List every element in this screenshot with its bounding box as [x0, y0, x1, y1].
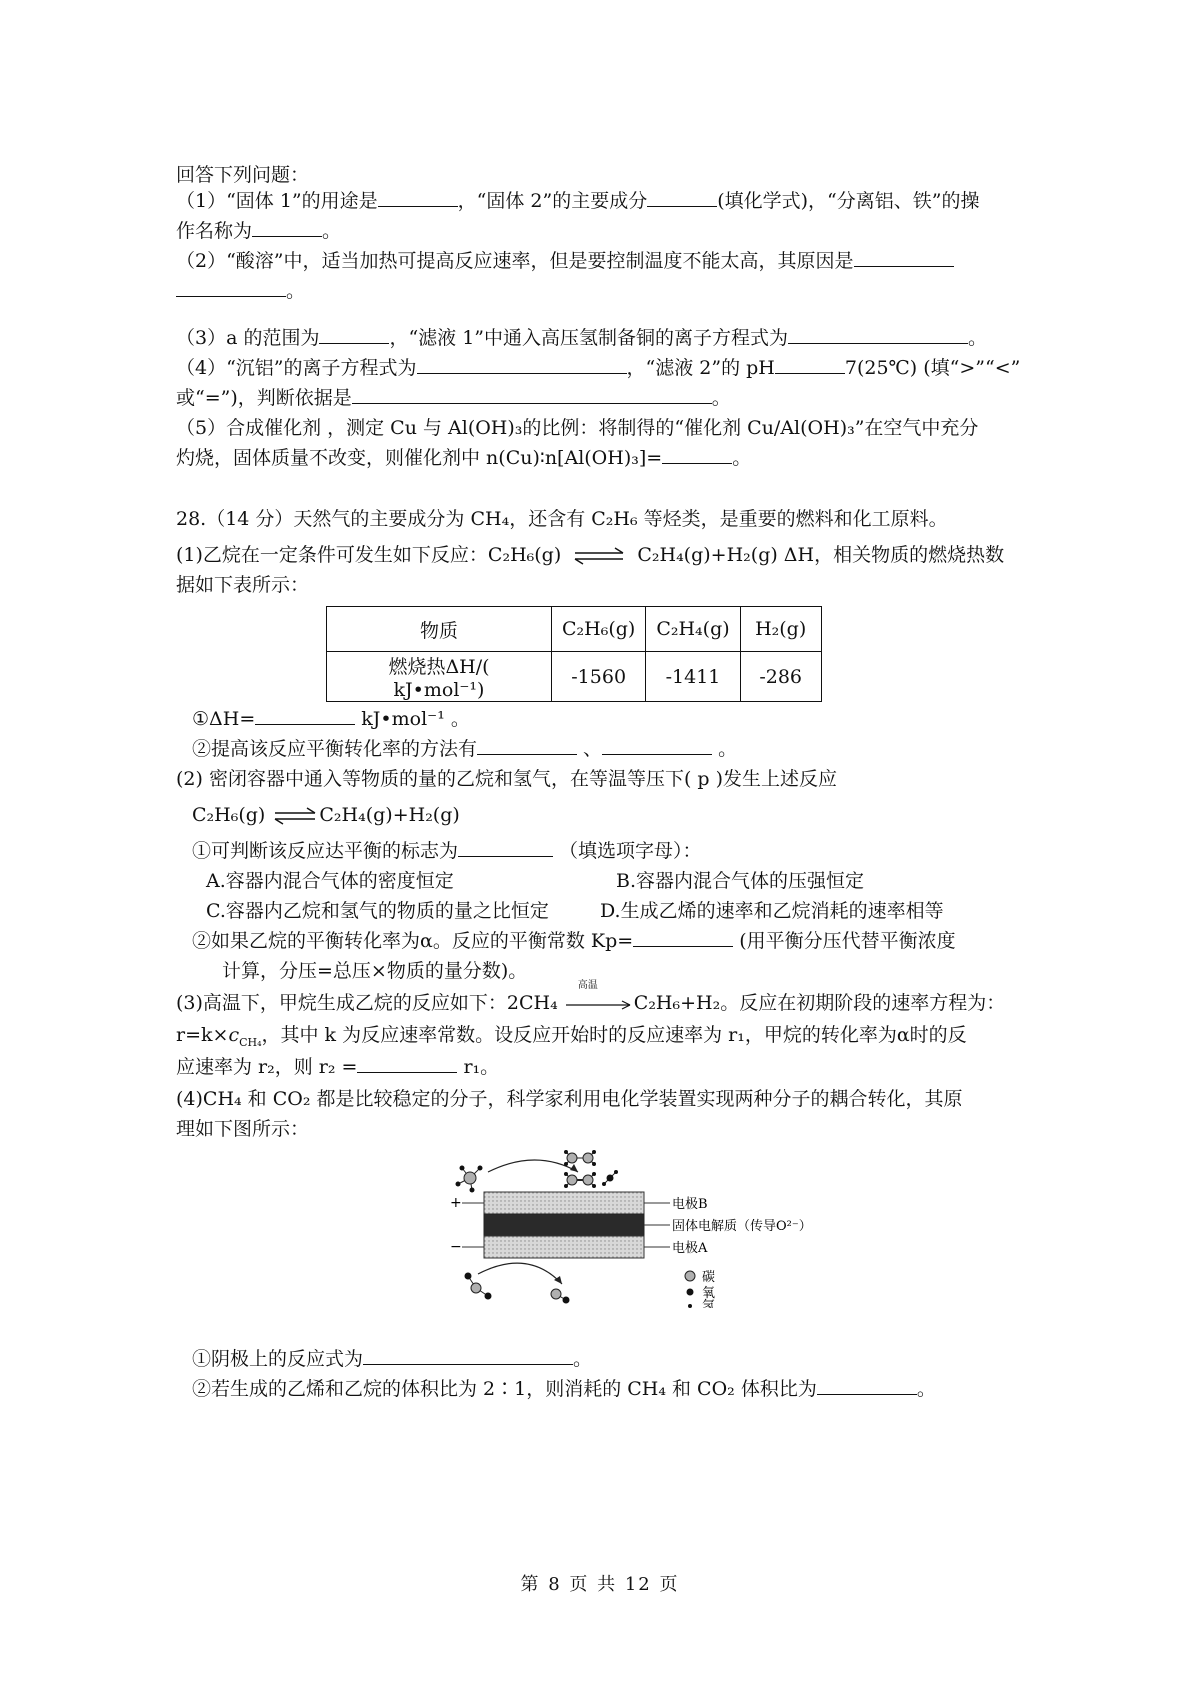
table-header-cell: 物质: [327, 607, 552, 652]
s2-q1-text-b: （填选项字母）：: [553, 840, 702, 862]
equilibrium-arrow-icon: [567, 546, 631, 566]
answer-blank[interactable]: [854, 248, 954, 267]
s3-text-e: 应速率为 r₂，则 r₂ =: [176, 1056, 358, 1078]
s2-eq-right: C₂H₄(g)+H₂(g): [319, 804, 460, 826]
p28-s4-line-2: [176, 1114, 1040, 1144]
p28-header-text: 28.（14 分）天然气的主要成分为 CH₄，还含有 C₂H₆ 等烃类，是重要的燃料和化工原料。: [176, 508, 948, 530]
q4-text-b: ，“滤液 2”的 pH: [626, 357, 775, 379]
electrochemical-cell-figure: [448, 1148, 808, 1308]
s1-text-c: 据如下表所示：: [176, 574, 310, 596]
s3-text-a: (3)高温下，甲烷生成乙烷的反应如下：2CH₄: [176, 992, 558, 1014]
s4-text-b: 理如下图所示：: [176, 1118, 310, 1140]
reaction-condition: 高温: [577, 980, 598, 991]
option-d[interactable]: D.生成乙烯的速率和乙烷消耗的速率相等: [600, 900, 944, 922]
curved-arrow-icon: [488, 1160, 578, 1172]
s2-eq-left: C₂H₆(g): [192, 804, 266, 826]
co-molecule-icon: [551, 1289, 570, 1304]
arrow-right-icon: [564, 996, 634, 1010]
q5-text-b: 灼烧，固体质量不改变，则催化剂中 n(Cu)∶n[Al(OH)₃]=: [176, 447, 663, 469]
p28-s2-line-1: [176, 764, 1040, 794]
answer-blank[interactable]: [817, 1376, 917, 1395]
q4-line-2: [176, 383, 1040, 413]
s2-q2-line-2: [222, 956, 1040, 986]
concentration-subscript: CH₄: [239, 1035, 262, 1049]
q1-text-e: 。: [322, 220, 342, 242]
s4-q1-line: [192, 1344, 1040, 1374]
equilibrium-arrow-icon: [271, 806, 319, 826]
q1-text-c: (填化学式)，“分离铝、铁”的操: [717, 190, 980, 212]
s2-q1-line: [192, 836, 1040, 866]
q5-line-1: [176, 413, 1040, 443]
hydrogen-legend-icon: [688, 1304, 692, 1308]
s1-q1-text-b: kJ•mol⁻¹ 。: [355, 708, 470, 730]
s3-text-c: r=k×: [176, 1024, 229, 1046]
s1-q2-text-a: ②提高该反应平衡转化率的方法有: [192, 738, 478, 760]
q2-text-a: （2）“酸溶”中，适当加热可提高反应速率，但是要控制温度不能太高，其原因是: [176, 250, 854, 272]
s4-text-a: (4)CH₄ 和 CO₂ 都是比较稳定的分子，科学家利用电化学装置实现两种分子的耦合转化，其原: [176, 1088, 963, 1110]
s4-q2-line: [192, 1374, 1040, 1404]
s1-q1-line: [192, 704, 1040, 734]
curved-arrow-icon: [478, 1263, 562, 1284]
combustion-heat-table: [326, 606, 822, 702]
p28-s3-line-3: [176, 1052, 1040, 1082]
answer-blank[interactable]: [647, 188, 717, 207]
ethane-molecule-icon: [564, 1150, 596, 1166]
table-cell: -1411: [646, 652, 740, 702]
s2-q2-line-1: [192, 926, 1040, 956]
option-b[interactable]: B.容器内混合气体的压强恒定: [616, 870, 865, 892]
p28-s4-line-1: [176, 1084, 1040, 1114]
answer-blank[interactable]: [319, 325, 389, 344]
s1-q1-text-a: ①ΔH=: [192, 708, 256, 730]
q1-line-2: [176, 216, 1040, 246]
high-temp-arrow: [564, 980, 634, 1019]
q4-text-e: 。: [711, 387, 731, 409]
table-row-label: 燃烧热ΔH/( kJ•mol⁻¹): [327, 652, 552, 702]
table-header-cell: H₂(g): [740, 607, 821, 652]
answer-blank[interactable]: [357, 1054, 457, 1073]
methane-molecule-icon: [456, 1166, 483, 1193]
answer-blank[interactable]: [417, 355, 627, 374]
q4-text-c: 7(25℃) (填“>”“<”: [844, 357, 1021, 379]
s4-q1-text-b: 。: [573, 1348, 593, 1370]
solid-electrolyte: [484, 1214, 644, 1236]
q3-text-c: 。: [968, 327, 988, 349]
carbon-legend-icon: [685, 1271, 695, 1281]
answer-blank[interactable]: [363, 1346, 573, 1365]
answer-blank[interactable]: [477, 736, 577, 755]
q5-text-a: （5）合成催化剂 ，测定 Cu 与 Al(OH)₃的比例：将制得的“催化剂 Cu/Al(OH)₃”在空气中充分: [176, 417, 979, 439]
q1-line-1: [176, 186, 1040, 216]
answer-blank[interactable]: [662, 445, 732, 464]
s2-q2-text-c: 计算，分压=总压×物质的量分数)。: [222, 960, 528, 982]
table-row: [327, 652, 822, 702]
p28-s1-line-2: [176, 570, 1040, 600]
answer-blank[interactable]: [252, 218, 322, 237]
p28-s2-eq-line: [192, 800, 1040, 830]
answer-blank[interactable]: [176, 278, 286, 297]
q4-line-1: [176, 353, 1040, 383]
minus-sign: −: [450, 1239, 462, 1255]
s2-text-a: (2) 密闭容器中通入等物质的量的乙烷和氢气，在等温等压下( p )发生上述反应: [176, 768, 838, 790]
s2-q1-text-a: ①可判断该反应达平衡的标志为: [192, 840, 459, 862]
label-electrode-b: 电极B: [672, 1197, 708, 1212]
answer-blank[interactable]: [602, 736, 712, 755]
co2-molecule-icon: [465, 1273, 492, 1300]
s1-q2-text-c: 。: [712, 738, 738, 760]
s1-text-b: C₂H₄(g)+H₂(g) ΔH，相关物质的燃烧热数: [637, 544, 1005, 566]
s4-q2-text-b: 。: [916, 1378, 936, 1400]
s2-q2-text-a: ②如果乙烷的平衡转化率为α。反应的平衡常数 Kp=: [192, 930, 634, 952]
s4-q2-text-a: ②若生成的乙烯和乙烷的体积比为 2∶1，则消耗的 CH₄ 和 CO₂ 体积比为: [192, 1378, 817, 1400]
q1-text-d: 作名称为: [176, 220, 253, 242]
s1-q2-text-b: 、: [577, 738, 603, 760]
s1-q2-line: [192, 734, 1040, 764]
answer-blank[interactable]: [378, 188, 458, 207]
answer-blank[interactable]: [352, 385, 712, 404]
intro-text: 回答下列问题：: [176, 164, 310, 186]
page-footer: 第 8 页 共 12 页: [520, 1574, 680, 1595]
oxygen-legend-icon: [687, 1289, 694, 1296]
table-header-cell: C₂H₄(g): [646, 607, 740, 652]
electrode-a: [484, 1236, 644, 1258]
s1-text-a: (1)乙烷在一定条件可发生如下反应：C₂H₆(g): [176, 544, 562, 566]
label-electrode-a: 电极A: [672, 1241, 708, 1256]
answer-blank[interactable]: [788, 325, 968, 344]
s4-q1-text-a: ①阴极上的反应式为: [192, 1348, 364, 1370]
q4-text-d: 或“=”)，判断依据是: [176, 387, 352, 409]
q2-line-1: [176, 246, 1040, 276]
q5-text-c: 。: [732, 447, 752, 469]
p28-header: [176, 504, 1040, 534]
electrochemical-diagram: [448, 1148, 808, 1312]
p28-s3-line-1: [176, 980, 1040, 1019]
q1-text-b: ，“固体 2”的主要成分: [457, 190, 648, 212]
s2-q2-text-b: (用平衡分压代替平衡浓度: [733, 930, 956, 952]
plus-sign: +: [450, 1195, 462, 1211]
water-molecule-icon: [602, 1170, 618, 1186]
table-header-row: [327, 607, 822, 652]
q5-line-2: [176, 443, 1040, 473]
q2-line-2: [176, 276, 1040, 306]
s3-text-b: C₂H₆+H₂。反应在初期阶段的速率方程为：: [633, 992, 1006, 1014]
q3-text-a: （3）a 的范围为: [176, 327, 320, 349]
table-header-cell: C₂H₆(g): [552, 607, 646, 652]
label-electrolyte: 固体电解质（传导O²⁻）: [672, 1219, 808, 1234]
options-row-2: [206, 896, 1040, 926]
answer-blank[interactable]: [458, 838, 553, 857]
s3-text-d: ，其中 k 为反应速率常数。设反应开始时的反应速率为 r₁，甲烷的转化率为α时的反: [261, 1024, 967, 1046]
s3-text-f: r₁。: [457, 1056, 500, 1078]
legend-oxygen: 氧: [702, 1286, 716, 1301]
answer-blank[interactable]: [255, 706, 355, 725]
option-c[interactable]: C.容器内乙烷和氢气的物质的量之比恒定: [206, 900, 549, 922]
table-cell: -1560: [552, 652, 646, 702]
concentration-symbol: c: [228, 1024, 240, 1046]
table-cell: -286: [740, 652, 821, 702]
q3-line: [176, 323, 1040, 353]
q3-text-b: ，“滤液 1”中通入高压氢制备铜的离子方程式为: [389, 327, 789, 349]
option-a[interactable]: A.容器内混合气体的密度恒定: [206, 870, 454, 892]
electrode-b: [484, 1192, 644, 1214]
legend-hydrogen: 氢: [702, 1299, 716, 1308]
q4-text-a: （4）“沉铝”的离子方程式为: [176, 357, 417, 379]
p28-s1-line-1: [176, 540, 1040, 570]
q2-text-b: 。: [286, 280, 306, 302]
answer-blank[interactable]: [633, 928, 733, 947]
options-row-1: [206, 866, 1040, 896]
legend-carbon: 碳: [702, 1270, 716, 1285]
ethylene-molecule-icon: [564, 1172, 596, 1188]
q1-text-a: （1）“固体 1”的用途是: [176, 190, 378, 212]
answer-blank[interactable]: [775, 355, 845, 374]
